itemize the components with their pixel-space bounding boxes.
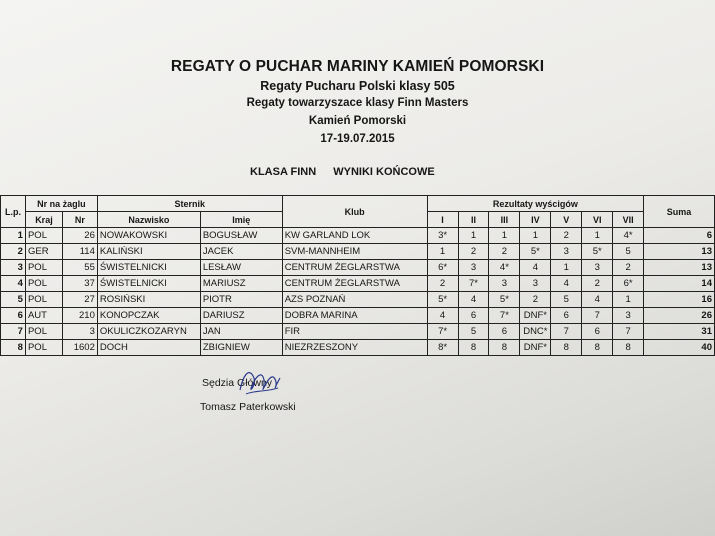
cell-first-name: LESŁAW — [200, 260, 282, 276]
results-label: WYNIKI KOŃCOWE — [333, 166, 435, 178]
header-race-2: II — [458, 212, 489, 228]
cell-first-name: JACEK — [200, 244, 282, 260]
cell-club: FIR — [282, 324, 427, 340]
cell-lp: 7 — [1, 324, 26, 340]
cell-race-1: 1 — [427, 244, 458, 260]
cell-race-6: 7 — [582, 308, 613, 324]
cell-race-7: 7 — [613, 324, 644, 340]
cell-sail-number: 3 — [62, 324, 97, 340]
cell-race-1: 2 — [427, 276, 458, 292]
cell-lp: 8 — [1, 340, 26, 356]
cell-race-1: 3* — [427, 228, 458, 244]
table-row — [1, 324, 715, 340]
cell-race-3: 2 — [489, 244, 520, 260]
table-row — [1, 244, 715, 260]
cell-lp: 5 — [1, 292, 26, 308]
header-helmsman: Sternik — [97, 196, 282, 212]
cell-race-5: 1 — [551, 260, 582, 276]
cell-race-7: 2 — [613, 260, 644, 276]
cell-race-1: 8* — [427, 340, 458, 356]
cell-race-3: 7* — [489, 308, 520, 324]
cell-race-7: 3 — [613, 308, 644, 324]
cell-sail-number: 55 — [62, 260, 97, 276]
cell-first-name: ZBIGNIEW — [200, 340, 282, 356]
cell-surname: ŚWISTELNICKI — [97, 260, 200, 276]
cell-sail-number: 27 — [62, 292, 97, 308]
cell-total: 16 — [644, 292, 715, 308]
cell-country: POL — [25, 292, 62, 308]
cell-lp: 2 — [1, 244, 26, 260]
cell-club: NIEZRZESZONY — [282, 340, 427, 356]
cell-race-3: 4* — [489, 260, 520, 276]
cell-country: POL — [25, 228, 62, 244]
cell-race-3: 3 — [489, 276, 520, 292]
header-club: Klub — [282, 196, 427, 228]
results-body — [1, 228, 715, 356]
cell-race-1: 5* — [427, 292, 458, 308]
cell-club: SVM-MANNHEIM — [282, 244, 427, 260]
header-lp: L.p. — [1, 196, 26, 228]
cell-club: CENTRUM ŻEGLARSTWA — [282, 260, 427, 276]
cell-lp: 3 — [1, 260, 26, 276]
cell-total: 31 — [644, 324, 715, 340]
header-country: Kraj — [25, 212, 62, 228]
cell-race-5: 3 — [551, 244, 582, 260]
cell-country: POL — [25, 260, 62, 276]
cell-race-6: 8 — [582, 340, 613, 356]
header-race-3: III — [489, 212, 520, 228]
cell-race-6: 5* — [582, 244, 613, 260]
cell-race-2: 4 — [458, 292, 489, 308]
cell-country: POL — [25, 276, 62, 292]
cell-race-7: 6* — [613, 276, 644, 292]
cell-race-4: DNF* — [520, 340, 551, 356]
cell-sail-number: 26 — [62, 228, 97, 244]
cell-country: GER — [25, 244, 62, 260]
title: REGATY O PUCHAR MARINY KAMIEŃ POMORSKI — [170, 58, 545, 75]
cell-race-6: 3 — [582, 260, 613, 276]
judge-name: Tomasz Paterkowski — [200, 401, 296, 413]
cell-club: KW GARLAND LOK — [282, 228, 427, 244]
cell-surname: ROSIŃSKI — [97, 292, 200, 308]
cell-race-7: 4* — [613, 228, 644, 244]
cell-race-3: 8 — [489, 340, 520, 356]
cell-race-5: 5 — [551, 292, 582, 308]
cell-lp: 1 — [1, 228, 26, 244]
cell-first-name: BOGUSŁAW — [200, 228, 282, 244]
cell-race-6: 6 — [582, 324, 613, 340]
cell-race-3: 6 — [489, 324, 520, 340]
judge-label: Sędzia Główny — [202, 377, 273, 389]
cell-race-5: 2 — [551, 228, 582, 244]
cell-race-5: 4 — [551, 276, 582, 292]
cell-race-1: 4 — [427, 308, 458, 324]
cell-race-2: 8 — [458, 340, 489, 356]
cell-club: DOBRA MARINA — [282, 308, 427, 324]
table-row — [1, 308, 715, 324]
header-race-5: V — [551, 212, 582, 228]
cell-race-7: 5 — [613, 244, 644, 260]
cell-race-4: DNF* — [520, 308, 551, 324]
cell-total: 6 — [644, 228, 715, 244]
cell-country: POL — [25, 324, 62, 340]
cell-race-2: 7* — [458, 276, 489, 292]
cell-race-2: 5 — [458, 324, 489, 340]
cell-sail-number: 114 — [62, 244, 97, 260]
cell-race-7: 1 — [613, 292, 644, 308]
cell-race-2: 1 — [458, 228, 489, 244]
cell-first-name: MARIUSZ — [200, 276, 282, 292]
cell-surname: ŚWISTELNICKI — [97, 276, 200, 292]
header-first-name: Imię — [200, 212, 282, 228]
header-race-7: VII — [613, 212, 644, 228]
subtitle-finn-masters: Regaty towarzyszace klasy Finn Masters — [246, 97, 469, 109]
cell-surname: OKULICZKOZARYN — [97, 324, 200, 340]
header-race-6: VI — [582, 212, 613, 228]
header-race-results: Rezultaty wyścigów — [427, 196, 644, 212]
cell-first-name: PIOTR — [200, 292, 282, 308]
cell-sail-number: 210 — [62, 308, 97, 324]
cell-race-1: 6* — [427, 260, 458, 276]
table-row — [1, 228, 715, 244]
cell-first-name: DARIUSZ — [200, 308, 282, 324]
cell-race-5: 6 — [551, 308, 582, 324]
cell-race-4: DNC* — [520, 324, 551, 340]
class-label: KLASA FINN — [250, 166, 317, 178]
cell-lp: 6 — [1, 308, 26, 324]
cell-race-2: 3 — [458, 260, 489, 276]
cell-race-4: 4 — [520, 260, 551, 276]
header-sail-number: Nr na żaglu — [25, 196, 97, 212]
cell-race-7: 8 — [613, 340, 644, 356]
cell-total: 13 — [644, 260, 715, 276]
cell-country: POL — [25, 340, 62, 356]
cell-race-4: 2 — [520, 292, 551, 308]
class-heading — [250, 166, 449, 178]
cell-sail-number: 37 — [62, 276, 97, 292]
cell-total: 26 — [644, 308, 715, 324]
cell-race-3: 1 — [489, 228, 520, 244]
cell-race-5: 8 — [551, 340, 582, 356]
cell-club: AZS POZNAŃ — [282, 292, 427, 308]
cell-total: 13 — [644, 244, 715, 260]
header-race-4: IV — [520, 212, 551, 228]
cell-race-6: 1 — [582, 228, 613, 244]
judge-signature — [236, 364, 284, 400]
cell-race-6: 4 — [582, 292, 613, 308]
cell-surname: DOCH — [97, 340, 200, 356]
cell-club: CENTRUM ŻEGLARSTWA — [282, 276, 427, 292]
subtitle: Regaty Pucharu Polski klasy 505 — [260, 79, 455, 93]
header-surname: Nazwisko — [97, 212, 200, 228]
cell-race-4: 5* — [520, 244, 551, 260]
table-row — [1, 340, 715, 356]
cell-sail-number: 1602 — [62, 340, 97, 356]
cell-total: 40 — [644, 340, 715, 356]
cell-country: AUT — [25, 308, 62, 324]
header-total: Suma — [644, 196, 715, 228]
cell-first-name: JAN — [200, 324, 282, 340]
cell-surname: NOWAKOWSKI — [97, 228, 200, 244]
cell-total: 14 — [644, 276, 715, 292]
cell-race-1: 7* — [427, 324, 458, 340]
cell-race-3: 5* — [489, 292, 520, 308]
header-race-1: I — [427, 212, 458, 228]
table-row — [1, 292, 715, 308]
cell-lp: 4 — [1, 276, 26, 292]
cell-race-6: 2 — [582, 276, 613, 292]
cell-race-4: 3 — [520, 276, 551, 292]
cell-race-5: 7 — [551, 324, 582, 340]
table-row — [1, 260, 715, 276]
cell-surname: KALIŃSKI — [97, 244, 200, 260]
location: Kamień Pomorski — [308, 115, 407, 127]
cell-surname: KONOPCZAK — [97, 308, 200, 324]
cell-race-2: 2 — [458, 244, 489, 260]
table-row — [1, 276, 715, 292]
results-table — [0, 195, 715, 356]
header-number: Nr — [62, 212, 97, 228]
dates: 17-19.07.2015 — [320, 133, 395, 145]
cell-race-2: 6 — [458, 308, 489, 324]
cell-race-4: 1 — [520, 228, 551, 244]
